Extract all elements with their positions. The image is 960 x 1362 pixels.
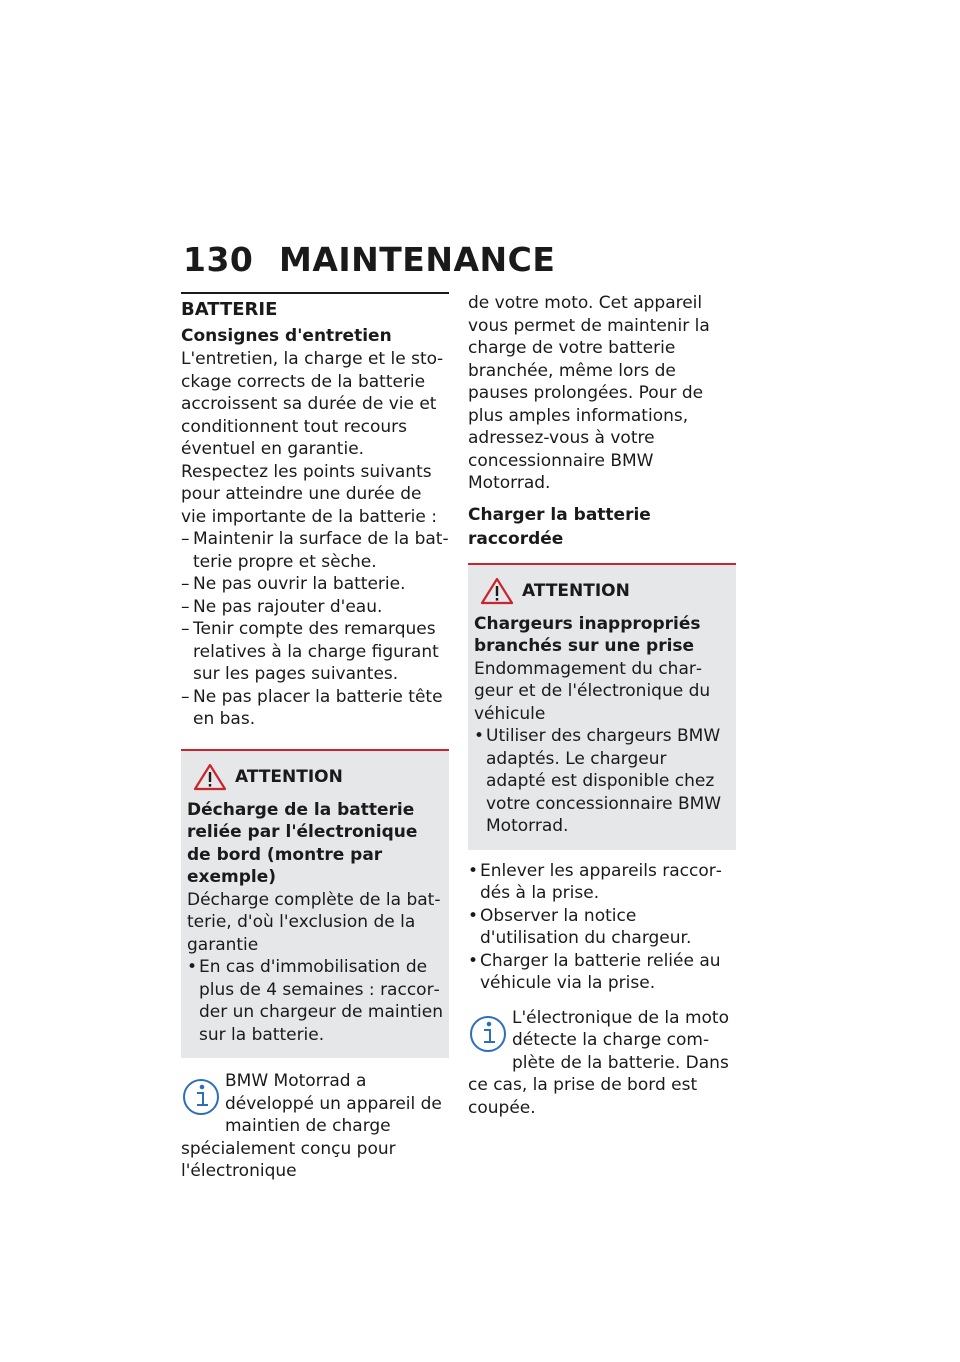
list-item: – Ne pas rajouter d'eau. [181,596,383,617]
warning-headline: Décharge de la batterie reliée par l'électronique de bord (montre par exemple) [187,799,418,887]
list-item: – Tenir compte des remarques relatives à la charge figurant sur les pages suivantes. [181,619,439,684]
info-text: BMW Motorrad a développé un appareil de maintien de charge spécialement conçu pour l'électronique [181,1071,442,1181]
list-item: – Ne pas ouvrir la batterie. [181,574,406,594]
left-column [181,292,449,1183]
info-icon [181,1074,221,1120]
maintenance-paragraph: L'entretien, la charge et le stockage corrects de la batterie accroissent sa durée de vie et conditionnent tout recours éventuel en garantie. [181,349,444,459]
list-item: • Utiliser des chargeurs BMW adaptés. Le chargeur adapté est disponible chez votre concessionnaire BMW Motorrad. [474,726,722,836]
instructions-paragraph: Respectez les points suivants pour atteindre une durée de vie importante de la batterie : [181,461,437,527]
warning-box [468,563,736,850]
warning-header [193,763,444,791]
info-icon [468,1011,508,1057]
info-note [181,1070,449,1183]
warning-text: Endommagement du chargeur et de l'électronique du véhicule [474,658,711,724]
list-item: – Maintenir la surface de la batterie propre et sèche. [181,529,449,572]
list-item: – Ne pas placer la batterie tête en bas. [181,686,443,729]
list-item: • En cas d'immobilisation de plus de 4 semaines : raccorder un chargeur de maintien sur la batterie. [187,957,443,1045]
warning-text: Décharge complète de la batterie, d'où l'exclusion de la garantie [187,889,441,955]
maintenance-list [181,528,449,731]
section-title: BATTERIE [181,292,449,322]
warning-label: ATTENTION [235,766,343,787]
subsection-title: Charger la batterie raccordée [468,504,651,549]
info-text: L'électronique de la moto détecte la charge complète de la batterie. Dans ce cas, la prise de bord est coupée. [468,1007,729,1118]
warning-list [187,956,444,1046]
warning-headline: Chargeurs inappropriés branchés sur une prise [474,613,701,656]
warning-box [181,749,449,1059]
page-header [183,240,555,279]
warning-list [474,725,731,838]
continued-paragraph: de votre moto. Cet appareil vous permet de maintenir la charge de votre batterie branchée, même lors de pauses prolongées. Pour de plus amples informations, adressez-vous à votre concessionnaire BMW Motorrad. [468,293,710,493]
subsection-title: Consignes d'entretien [181,326,392,346]
page-number: 130 [183,240,254,279]
info-note [468,1007,736,1120]
warning-triangle-icon [193,763,227,791]
page-title: MAINTENANCE [279,240,556,279]
warning-header [480,577,731,605]
warning-label: ATTENTION [522,580,630,601]
warning-triangle-icon [480,577,514,605]
list-item: • Observer la notice d'utilisation du chargeur. [468,905,692,948]
charging-steps-list [468,860,736,995]
list-item: • Charger la batterie reliée au véhicule via la prise. [468,950,721,993]
right-column [468,292,736,1119]
list-item: • Enlever les appareils raccordés à la prise. [468,860,722,903]
